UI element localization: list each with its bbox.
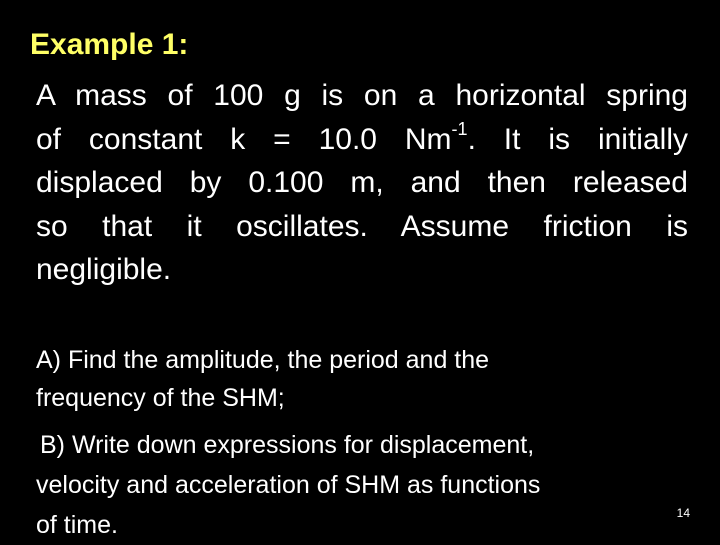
problem-line-2-rest: . It is initially	[467, 122, 688, 156]
question-a-line-1: A) Find the amplitude, the period and the	[36, 346, 490, 374]
question-b-line-3: of time.	[36, 511, 118, 539]
problem-line-5: negligible.	[36, 253, 172, 286]
slide-title: Example 1:	[30, 28, 189, 61]
slide-number: 14	[676, 506, 690, 520]
question-b-line-1: B) Write down expressions for displacement,	[40, 431, 535, 459]
problem-line-2	[36, 118, 688, 162]
problem-line-2-text: of constant k = 10.0 Nm	[36, 122, 452, 156]
question-b-line-2: velocity and acceleration of SHM as functions	[36, 471, 541, 499]
problem-line-4: so that it oscillates. Assume friction is	[36, 209, 688, 243]
question-a-line-2: frequency of the SHM;	[36, 384, 285, 412]
question-a	[36, 341, 688, 417]
problem-line-3: displaced by 0.100 m, and then released	[36, 166, 688, 199]
problem-line-1: A mass of 100 g is on a horizontal spring	[36, 79, 688, 112]
exponent-superscript: -1	[451, 118, 468, 139]
problem-statement	[36, 74, 688, 292]
question-b	[36, 425, 688, 545]
